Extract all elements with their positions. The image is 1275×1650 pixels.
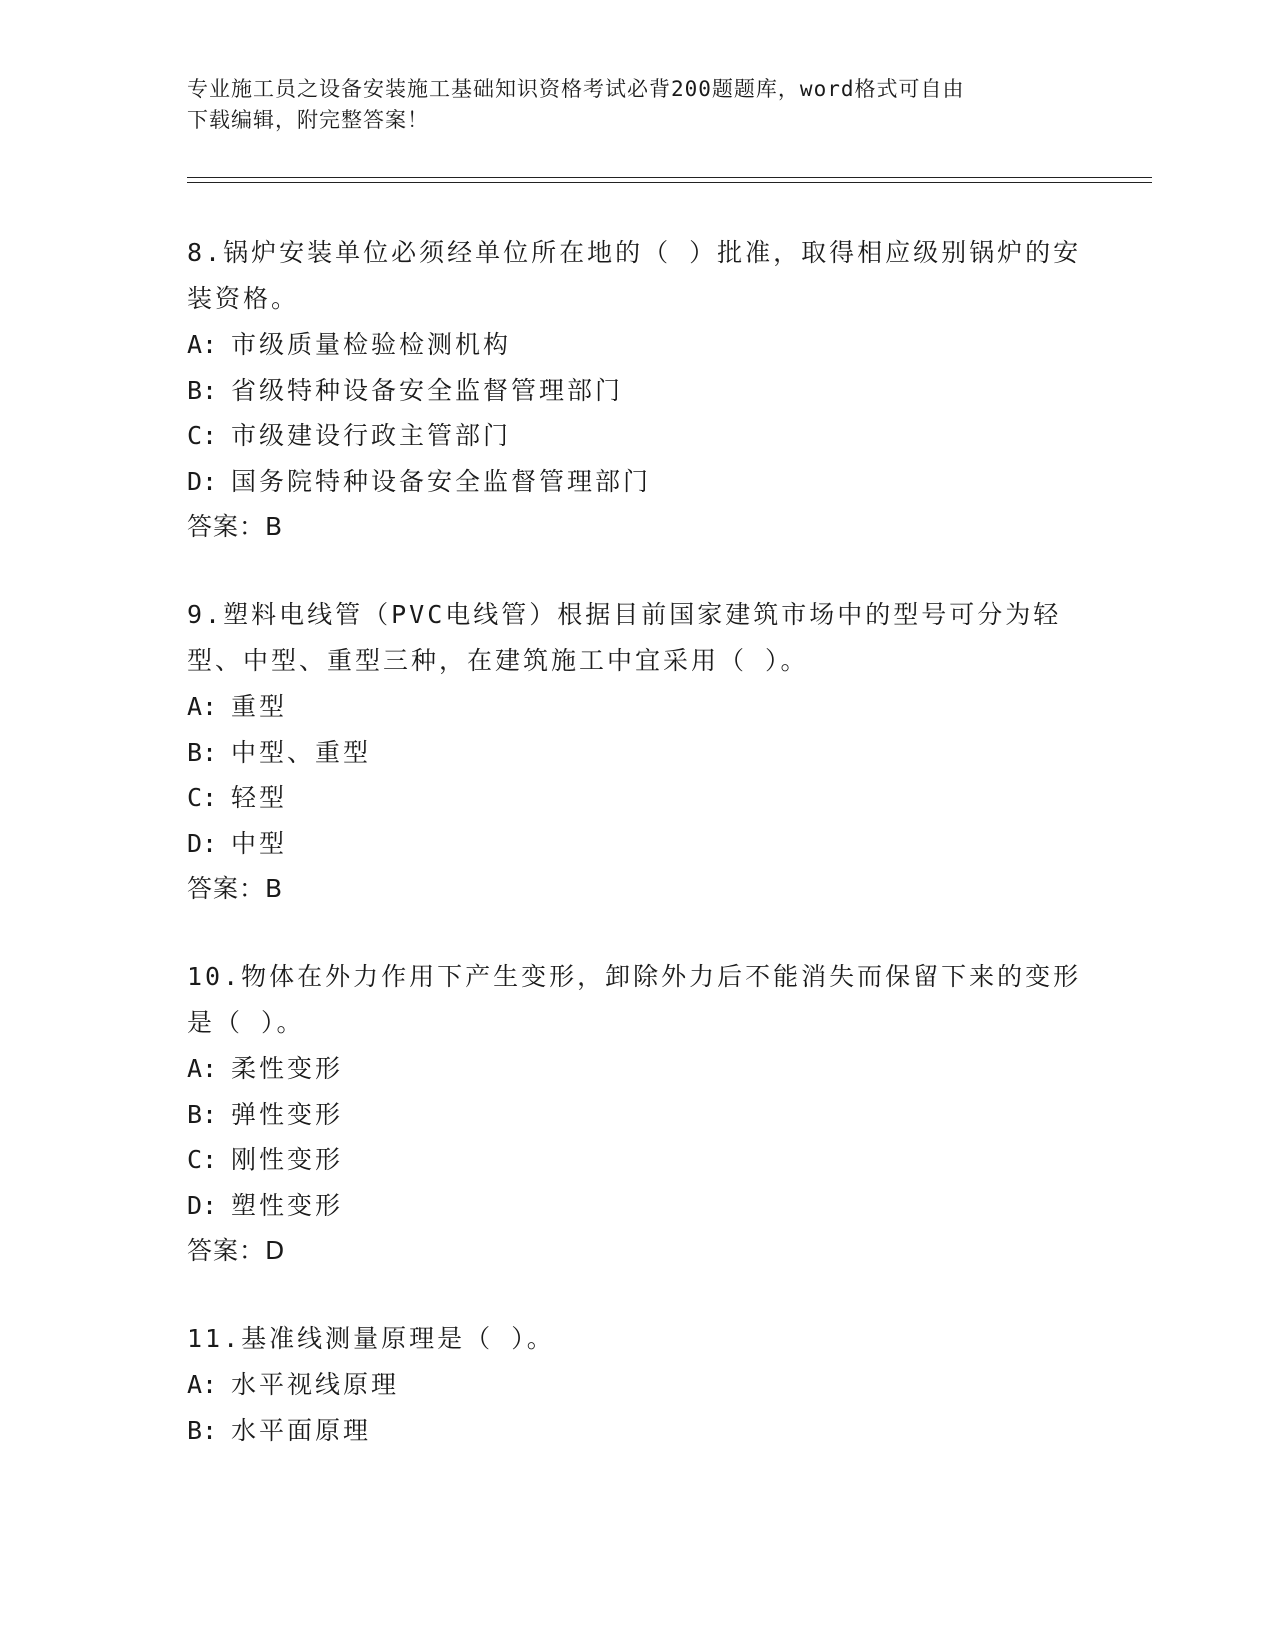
option-text: 塑性变形: [231, 1190, 344, 1220]
option-c: [187, 1137, 1087, 1183]
option-key: B:: [187, 1415, 218, 1445]
option-a: [187, 322, 1087, 368]
option-key: D:: [187, 828, 218, 858]
option-b: [187, 368, 1087, 414]
option-key: B:: [187, 737, 218, 767]
option-text: 国务院特种设备安全监督管理部门: [231, 466, 652, 496]
question-8: [187, 230, 1087, 550]
option-key: D:: [187, 466, 218, 496]
question-text: 8.锅炉安装单位必须经单位所在地的（ ）批准，取得相应级别锅炉的安装资格。: [187, 238, 1082, 313]
document-header: [187, 74, 1067, 136]
option-text: 弹性变形: [231, 1099, 344, 1129]
option-d: [187, 1183, 1087, 1229]
header-title-line-2: 下载编辑，附完整答案！: [187, 108, 429, 132]
option-c: [187, 775, 1087, 821]
answer-label: 答案：B: [187, 874, 284, 903]
question-text: 11.基准线测量原理是（ ）。: [187, 1324, 555, 1353]
option-text: 水平面原理: [231, 1415, 372, 1445]
option-a: [187, 1046, 1087, 1092]
option-text: 市级建设行政主管部门: [231, 421, 512, 450]
option-a: [187, 684, 1087, 730]
option-d: [187, 459, 1087, 505]
option-key: A:: [187, 330, 218, 359]
question-text: 9.塑料电线管（PVC电线管）根据目前国家建筑市场中的型号可分为轻型、中型、重型三种，在建筑施工中宜采用（ ）。: [187, 600, 1062, 675]
question-11: [187, 1316, 1087, 1453]
header-divider-bottom: [187, 182, 1152, 183]
option-key: A:: [187, 1054, 218, 1083]
option-text: 中型、重型: [231, 737, 372, 767]
header-divider-top: [187, 177, 1152, 178]
question-9: [187, 592, 1087, 912]
question-10: [187, 954, 1087, 1274]
option-text: 市级质量检验检测机构: [231, 330, 512, 359]
option-key: D:: [187, 1190, 218, 1220]
option-key: B:: [187, 1099, 218, 1129]
option-b: [187, 730, 1087, 776]
option-d: [187, 821, 1087, 867]
option-text: 刚性变形: [231, 1145, 344, 1174]
option-key: C:: [187, 421, 218, 450]
answer-label: 答案：B: [187, 512, 284, 541]
option-key: C:: [187, 1145, 218, 1174]
option-key: A:: [187, 1370, 218, 1399]
answer-label: 答案：D: [187, 1236, 286, 1265]
option-text: 柔性变形: [231, 1054, 344, 1083]
option-text: 轻型: [231, 783, 288, 812]
question-text: 10.物体在外力作用下产生变形，卸除外力后不能消失而保留下来的变形是（ ）。: [187, 962, 1082, 1037]
option-key: A:: [187, 692, 218, 721]
option-text: 省级特种设备安全监督管理部门: [231, 375, 624, 405]
option-key: B:: [187, 375, 218, 405]
option-a: [187, 1362, 1087, 1408]
option-c: [187, 413, 1087, 459]
option-b: [187, 1092, 1087, 1138]
option-text: 重型: [231, 692, 288, 721]
option-text: 水平视线原理: [231, 1370, 400, 1399]
option-b: [187, 1408, 1087, 1454]
question-list: [187, 230, 1087, 1495]
option-key: C:: [187, 783, 218, 812]
option-text: 中型: [231, 828, 288, 858]
header-title-line-1: 专业施工员之设备安装施工基础知识资格考试必背200题题库，word格式可自由: [187, 77, 965, 101]
